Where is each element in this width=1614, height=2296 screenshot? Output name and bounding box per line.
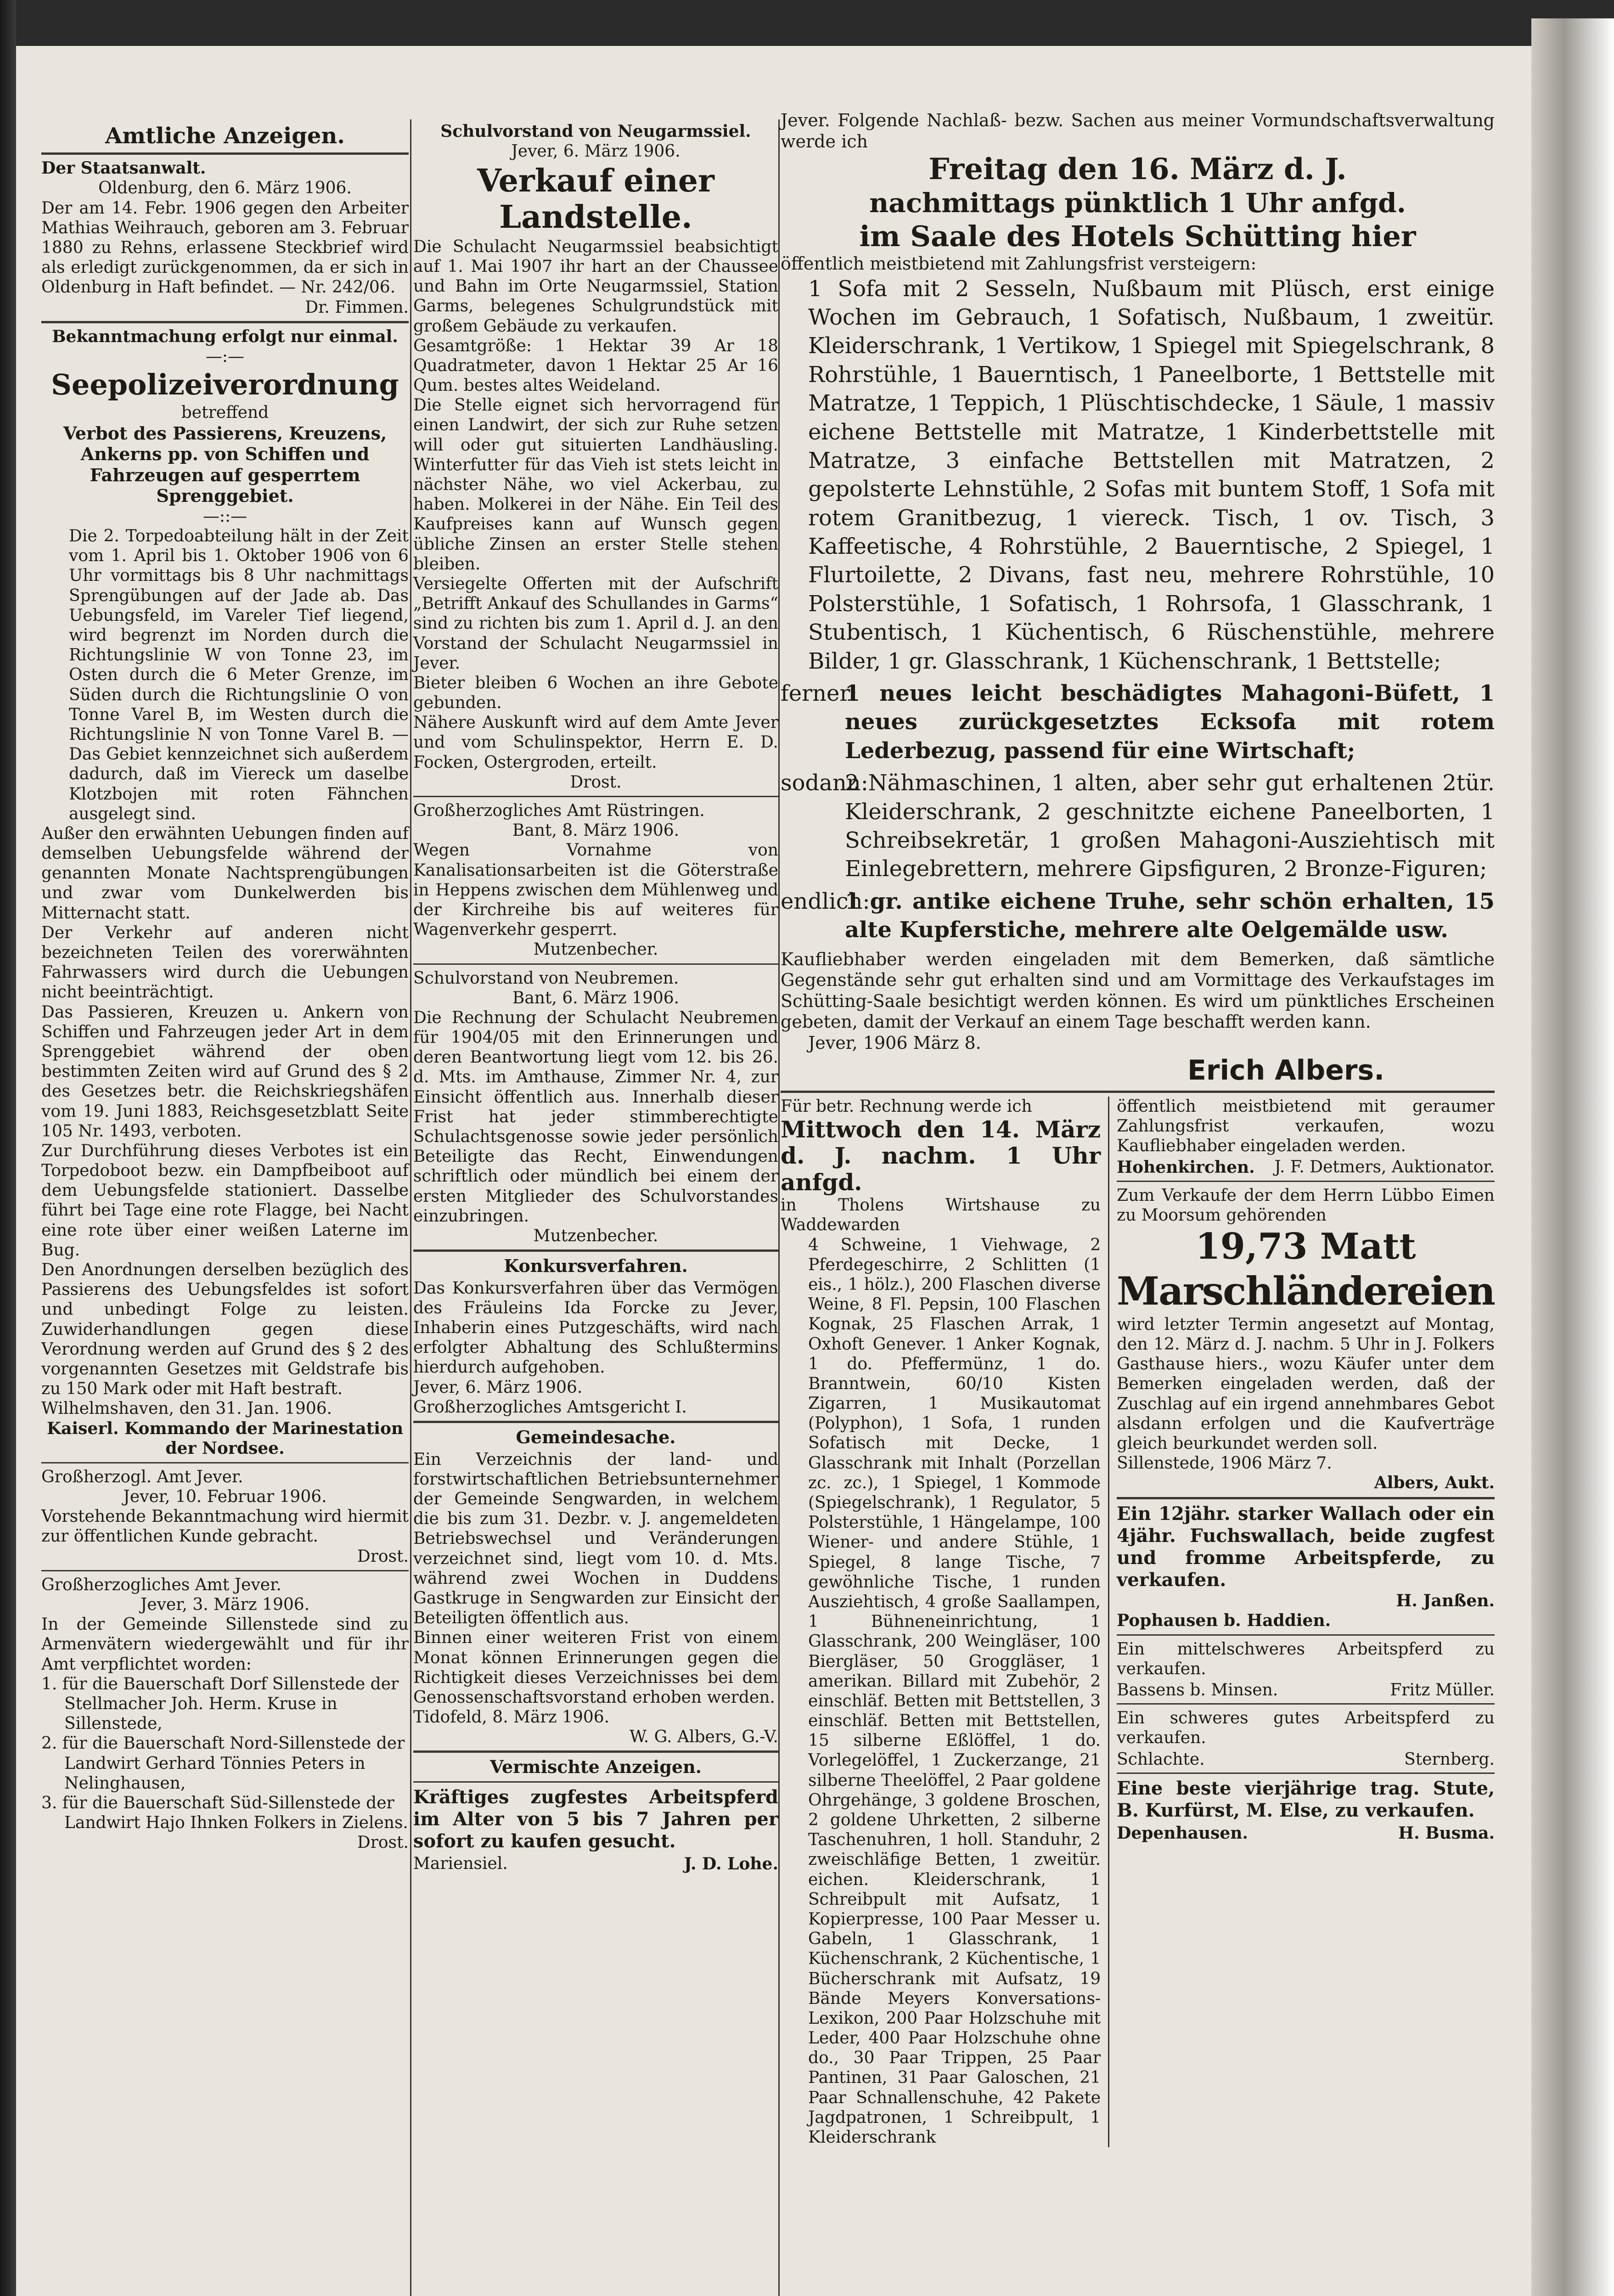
divider — [413, 1750, 778, 1753]
notice-body: Binnen einer weiteren Frist von einem Monat können Erinnerungen gegen die Richtigkeit dieses Verzeichnisses bei dem Genossenschaftsvorstand erhoben werden. — [413, 1628, 778, 1707]
row-items: 2 Nähmaschinen, 1 alten, aber sehr gut erhaltenen 2tür. Kleiderschrank, 2 geschnitzte eichene Paneelborten, 1 Schreibsekretär, 1 großen Mahagoni-Ausziehtisch mit Einlegebrettern, mehrere Gipsfiguren, 2 Bronze-Figuren; — [845, 770, 1495, 882]
notice-body: Eine beste vierjährige trag. Stute, B. Kurfürst, M. Else, zu verkaufen. — [1117, 1777, 1495, 1821]
divider — [1117, 1181, 1495, 1182]
signature: Drost. — [357, 1833, 409, 1852]
notice-title: Konkursverfahren. — [504, 1255, 688, 1277]
place: Depenhausen. — [1117, 1823, 1248, 1843]
dateline: Jever, 6. März 1906. — [511, 142, 680, 161]
signature: Dr. Fimmen. — [305, 298, 409, 317]
divider — [413, 1249, 778, 1252]
notice-vermischte — [413, 1756, 778, 1874]
notice-body: Ein mittelschweres Arbeitspferd zu verkaufen. — [1117, 1639, 1495, 1679]
signature: Drost. — [570, 772, 622, 792]
divider — [413, 1781, 778, 1783]
auction-items: 1 Sofa mit 2 Sesseln, Nußbaum mit Plüsch, erst einige Wochen im Gebrauch, 1 Sofatisch, Nußbaum, 1 zweitür. Kleiderschrank, 1 Vertikow, 1 Spiegel mit Spiegelschrank, 8 Rohrstühle, 1 Bauerntisch, 1 Paneelborte, 1 Bettstelle mit Matratze, 1 Teppich, 1 Plüschtischdecke, 1 Säule, 1 massiv eichene Bettstelle mit Matratze, 1 Kinderbettstelle mit Matratze, 3 einfache Bettstellen mit Matratzen, 2 gepolsterte Lehnstühle, 2 Sofas mit buntem Stoff, 1 Sofa mit rotem Granitbezug, 1 viereck. Tisch, 1 ov. Tisch, 3 Kaffeetische, 4 Rohrstühle, 2 Bauerntische, 2 Spiegel, 1 Flurtoilette, 2 Divans, fast neu, mehrere Rohrstühle, 10 Polsterstühle, 1 Sofatisch, 1 Rohrsofa, 1 Glasschrank, 1 Stubentisch, 1 Küchentisch, 6 Rüschenstühle, mehrere Bilder, 1 gr. Glasschrank, 1 Küchenschrank, 1 Bettstelle; — [808, 276, 1495, 674]
signature: H. Busma. — [1398, 1823, 1495, 1843]
notice-amt-jever-2 — [41, 1575, 409, 1853]
signature: Mutzenbecher. — [533, 940, 658, 959]
auction-note: Kaufliebhaber werden eingeladen mit dem Bemerken, daß sämtliche Gegenstände sehr gut erhalten sind und am Vormittage des Verkaufstages im Schütting-Saale besichtigt werden können. Es wird um pünktliches Erscheinen gebeten, damit der Verkauf an einem Tage beschafft werden kann. — [781, 949, 1495, 1032]
signature: J. D. Lohe. — [684, 1854, 778, 1874]
dateline: Bant, 6. März 1906. — [512, 988, 680, 1007]
land-size: 19,73 Matt — [1195, 1226, 1416, 1268]
dateline: Jever, 10. Februar 1906. — [123, 1487, 327, 1507]
notice-title: Großherzogliches Amt Jever. — [41, 1575, 281, 1594]
signature: Albers, Aukt. — [1374, 1473, 1495, 1493]
paragraph: Zur Durchführung dieses Verbotes ist ein Torpedoboot bezw. ein Dampfbeiboot auf dem Uebungsfelde stationiert. Dasselbe führt bei Tage eine rote Flagge, bei Nacht eine rote über einer weißen Laterne im Bug. — [41, 1141, 409, 1260]
signature-row — [1117, 1750, 1495, 1769]
paragraph: Versiegelte Offerten mit der Aufschrift „Betrifft Ankauf des Schullandes in Garms“ sind zu richten bis zum 1. April d. J. an den Vorstand der Schulacht Neugarmssiel in Jever. — [413, 574, 778, 673]
separator: —:— — [205, 347, 245, 366]
row-label: sodann: — [781, 770, 868, 796]
divider — [1117, 1703, 1495, 1705]
notice-body: Der am 14. Febr. 1906 gegen den Arbeiter Mathias Weihrauch, geboren am 3. Februar 1880 zu Rehns, erlassene Steckbrief wird als erledigt zurückgenommen, da er sich in Oldenburg in Haft befindet. — Nr. 242/06. — [41, 198, 409, 297]
dateline: Oldenburg, den 6. März 1906. — [98, 179, 352, 198]
signature: Erich Albers. — [1187, 1054, 1384, 1086]
auction-headline: nachmittags pünktlich 1 Uhr anfgd. — [869, 187, 1406, 219]
signature: Drost. — [357, 1547, 409, 1566]
dateline: Tidofeld, 8. März 1906. — [413, 1708, 610, 1727]
signature-row — [413, 1854, 778, 1874]
notice-title: Schulvorstand von Neugarmssiel. — [440, 122, 751, 141]
auction-headline: im Saale des Hotels Schütting hier — [859, 219, 1416, 253]
notice-title: Schulvorstand von Neubremen. — [413, 968, 679, 988]
paragraph: Außer den erwähnten Uebungen finden auf demselben Uebungsfelde während der genannten Monate Nachtsprengübungen und zwar vom Dunkelwerden bis Mitternacht statt. — [41, 824, 409, 923]
divider — [41, 1462, 409, 1463]
divider — [1117, 1773, 1495, 1774]
place: Pophausen b. Haddien. — [1117, 1610, 1331, 1630]
notice-body: wird letzter Termin angesetzt auf Montag, den 12. März d. J. nachm. 5 Uhr in J. Folkers Gasthause hiers., wozu Käufer unter dem Bemerken eingeladen werden, daß der Zuschlag auf ein irgend annehmbares Gebot alsdann erfolgen und die Kaufverträge gleich beurkundet werden soll. — [1117, 1315, 1495, 1453]
notice-body: In der Gemeinde Sillenstede sind zu Armenvätern wiedergewählt und für ihr Amt verpflichtet worden: — [41, 1615, 409, 1674]
divider — [413, 1421, 778, 1423]
list-item: 3. für die Bauerschaft Süd-Sillenstede der Landwirt Hajo Ihnken Folkers in Zielens. — [41, 1793, 408, 1833]
sodann-row — [781, 769, 1495, 884]
notice-once-label: Bekanntmachung erfolgt nur einmal. — [52, 326, 398, 346]
auction-headline: Mittwoch den 14. März d. J. nachm. 1 Uhr anfgd. — [781, 1115, 1101, 1196]
notice-body: Ein Verzeichnis der land- und forstwirtschaftlichen Betriebsunternehmer der Gemeinde Sengwarden, in welchem die bis zum 31. Dezbr. v. J. angemeldeten Betriebswechsel und Veränderungen verzeichnet sind, liegt vom 10. d. Mts. während zwei Wochen in Duddens Gastkruge in Sengwarden zur Einsicht der Beteiligten öffentlich aus. — [413, 1450, 778, 1628]
list-item: 2. für die Bauerschaft Nord-Sillenstede der Landwirt Gerhard Tönnies Peters in Nelinghausen, — [41, 1734, 405, 1793]
divider — [1117, 1497, 1495, 1499]
verkauf-body — [413, 237, 778, 772]
row-label: endlich: — [781, 888, 870, 914]
verordnung-body — [41, 526, 409, 1399]
auction-terms: öffentlich meistbietend mit geraumer Zahlungsfrist verkaufen, wozu Kaufliebhaber eingeladen werden. — [1117, 1097, 1495, 1155]
split-section — [781, 1097, 1495, 2148]
divider — [781, 1091, 1495, 1093]
ferner-row — [781, 679, 1495, 765]
divider — [1117, 1634, 1495, 1636]
armenvaeter-list — [41, 1674, 409, 1833]
divider — [41, 1570, 409, 1571]
notice-title: Großherzogl. Amt Jever. — [41, 1467, 243, 1486]
right-notices — [1109, 1097, 1495, 2148]
place: Schlachte. — [1117, 1750, 1205, 1769]
land-title: Marschländereien — [1117, 1268, 1495, 1314]
paragraph: Bieter bleiben 6 Wochen an ihre Gebote gebunden. — [413, 673, 778, 713]
notice-body: Kräftiges zugfestes Arbeitspferd im Alter von 5 bis 7 Jahren per sofort zu kaufen gesucht. — [413, 1786, 778, 1852]
column-2 — [413, 46, 778, 2296]
section-header: Amtliche Anzeigen. — [105, 123, 345, 149]
signature: Mutzenbecher. — [533, 1226, 658, 1245]
notice-body: Vorstehende Bekanntmachung wird hiermit zur öffentlichen Kunde gebracht. — [41, 1507, 409, 1546]
auction-waddewarden — [781, 1097, 1109, 2148]
notice-ruestringen — [413, 801, 778, 960]
notice-body: Das Konkursverfahren über das Vermögen des Fräuleins Ida Forcke zu Jever, Inhaberin eines Putzgeschäfts, wird nach erfolgter Abhaltung des Schlußtermins hierdurch aufgehoben. — [413, 1278, 778, 1377]
book-binding — [0, 0, 16, 2296]
notice-body: Ein 12jähr. starker Wallach oder ein 4jähr. Fuchswallach, beide zugfest und fromme Arbeitspferde, zu verkaufen. — [1117, 1503, 1495, 1591]
notice-amt-jever-1 — [41, 1467, 409, 1566]
endlich-row — [781, 887, 1495, 945]
notice-title: Großherzogliches Amt Rüstringen. — [413, 801, 705, 820]
notice-intro: Zum Verkaufe der dem Herrn Lübbo Eimen zu Moorsum gehörenden — [1117, 1186, 1495, 1225]
notice-konkurs — [413, 1255, 778, 1417]
notice-body: Die Rechnung der Schulacht Neubremen für 1904/05 mit den Erinnerungen und deren Beantwortung liegt vom 12. bis 26. d. Mts. im Amthause, Zimmer Nr. 4, zur Einsicht öffentlich aus. Innerhalb dieser Frist hat jeder stimmberechtigte Schulachtsgenosse sowie jeder persönlich Beteiligte das Recht, Einwendungen schriftlich oder mündlich bei einem der ersten Mitglieder des Schulvorstandes einzubringen. — [413, 1008, 778, 1226]
column-rule — [410, 119, 411, 2296]
signature-row — [1117, 1158, 1495, 1177]
paragraph: Der Verkehr auf anderen nicht bezeichneten Teilen des vorerwähnten Fahrwassers wird durch die Uebungen nicht beeinträchtigt. — [41, 923, 409, 1002]
signature-row — [1117, 1681, 1495, 1699]
notice-neubremen — [413, 968, 778, 1246]
notice-body: Ein schweres gutes Arbeitspferd zu verkaufen. — [1117, 1709, 1495, 1748]
verordnung-title: Seepolizeiverordnung — [51, 368, 399, 402]
paragraph: Gesamtgröße: 1 Hektar 39 Ar 18 Quadratmeter, davon 1 Hektar 25 Ar 16 Qum. bestes altes Weideland. — [413, 336, 778, 395]
signature: Kaiserl. Kommando der Marinestation der Nordsee. — [46, 1418, 404, 1458]
dateline: Jever, 1906 März 8. — [808, 1032, 981, 1053]
signature: Sternberg. — [1404, 1750, 1495, 1769]
notice-body: Wegen Vornahme von Kanalisationsarbeiten ist die Göterstraße in Heppens zwischen dem Mühlenweg und der Kirchreihe bis auf weiteres für Wagenverkehr gesperrt. — [413, 841, 778, 940]
place: Mariensiel. — [413, 1854, 508, 1874]
separator: —::— — [202, 506, 247, 526]
divider — [41, 321, 409, 323]
place: Hohenkirchen. — [1117, 1158, 1255, 1177]
divider — [413, 796, 778, 797]
paragraph: Die Schulacht Neugarmssiel beabsichtigt auf 1. Mai 1907 ihr hart an der Chaussee und Bahn im Orte Neugarmssiel, Station Garms, belegenes Schulgrundstück mit großem Gebäude zu verkaufen. — [413, 237, 778, 336]
auction-terms: öffentlich meistbietend mit Zahlungsfrist versteigern: — [781, 253, 1257, 274]
dateline: Bant, 8. März 1906. — [512, 821, 680, 840]
paragraph: Den Anordnungen derselben bezüglich des Passierens des Uebungsfeldes ist sofort und unbedingt Folge zu leisten. Zuwiderhandlungen gegen diese Verordnung werden auf Grund des § 2 des vorgenannten Gesetzes mit Geldstrafe bis zu 150 Mark oder mit Haft bestraft. — [41, 1261, 409, 1399]
list-item: 1. für die Bauerschaft Dorf Sillenstede der Stellmacher Joh. Herm. Kruse in Sillenstede, — [41, 1674, 399, 1733]
signature: H. Janßen. — [1396, 1591, 1495, 1610]
notice-gemeinde — [413, 1427, 778, 1747]
page-edge — [1531, 18, 1614, 2296]
verkauf-title: Verkauf einer Landstelle. — [477, 163, 714, 236]
signature: J. F. Detmers, Auktionator. — [1274, 1158, 1495, 1177]
newspaper-page — [16, 46, 1531, 2296]
place: Bassens b. Minsen. — [1117, 1681, 1278, 1700]
signature-row — [1117, 1823, 1495, 1843]
verordnung-subject: Verbot des Passierens, Kreuzens, Ankerns pp. von Schiffen und Fahrzeugen auf gesperrtem Sprenggebiet. — [63, 422, 387, 506]
row-label: ferner: — [781, 681, 858, 707]
signature: Großherzogliches Amtsgericht I. — [413, 1397, 687, 1417]
row-items: 1 neues leicht beschädigtes Mahagoni-Büfett, 1 neues zurückgesetztes Ecksofa mit rotem Lederbezug, passend für eine Wirtschaft; — [845, 681, 1495, 764]
auction-intro: Jever. Folgende Nachlaß- bezw. Sachen aus meiner Vormundschaftsverwaltung werde ich — [781, 110, 1495, 152]
dateline: Sillenstede, 1906 März 7. — [1117, 1454, 1332, 1473]
paragraph: Die 2. Torpedoabteilung hält in der Zeit vom 1. April bis 1. Oktober 1906 von 6 Uhr vormittags bis 8 Uhr nachmittags Sprengübungen auf der Jade ab. Das Uebungsfeld, im Vareler Tief liegend, wird begrenzt im Norden durch die Richtungslinie W von Tonne 23, im Osten durch die 6 Meter Grenze, im Süden durch die Richtungslinie O von Tonne Varel B, im Westen durch die Richtungslinie N von Tonne Varel B. — Das Gebiet kennzeichnet sich außerdem dadurch, daß im Viereck um daselbe Klotzbojen mit roten Fähnchen ausgelegt sind. — [69, 527, 409, 823]
dateline: Jever, 6. März 1906. — [413, 1378, 583, 1397]
auction-items: 4 Schweine, 1 Viehwage, 2 Pferdegeschirre, 2 Schlitten (1 eis., 1 hölz.), 200 Flaschen diverse Weine, 8 Fl. Pepsin, 100 Flaschen Kognak, 25 Flaschen Arrak, 1 Oxhoft Genever. 1 Anker Kognak, 1 do. Pfeffermünz, 1 do. Branntwein, 60/10 Kisten Zigarren, 1 Musikautomat (Polyphon), 1 Sofa, 1 runden Sofatisch mit Decke, 1 Glasschrank mit Inhalt (Porzellan zc. zc.), 1 Spiegel, 1 Kommode (Spiegelschrank), 1 Regulator, 5 Polsterstühle, 1 Hängelampe, 100 Wiener- und andere Stühle, 1 Spiegel, 8 lange Tische, 7 gewöhnliche Tische, 1 runden Ausziehtisch, 4 große Saallampen, 1 Bühneneinrichtung, 1 Glasschrank, 200 Weingläser, 100 Biergläser, 50 Groggläser, 1 amerikan. Billard mit Zubehör, 2 einschläf. Betten mit Bettstellen, 3 einschläf. Betten mit Bettstellen, 15 silberne Eßlöffel, 1 do. Vorlegelöffel, 1 Zuckerzange, 21 silberne Theelöffel, 2 Paar goldene Ohrgehänge, 3 goldene Broschen, 2 goldene Uhrketten, 2 silberne Taschenuhren, 1 holl. Standuhr, 2 zweischläfige Betten, 1 zweitür. eichen. Kleiderschrank, 1 Schreibpult mit Aufsatz, 1 Kopierpresse, 100 Paar Messer u. Gabeln, 1 Glasschrank, 1 Küchenschrank, 2 Küchentische, 1 Bücherschrank mit Aufsatz, 19 Bände Meyers Konversations-Lexikon, 200 Paar Holzschuhe mit Leder, 400 Paar Holzschuhe ohne do., 30 Paar Trippen, 25 Paar Pantinen, 31 Paar Galoschen, 21 Paar Schnallenschuhe, 42 Pakete Jagdpatronen, 1 Schreibpult, 1 Kleiderschrank — [808, 1235, 1101, 2147]
dateline: Wilhelmshaven, den 31. Jan. 1906. — [41, 1399, 332, 1418]
auction-headline: Freitag den 16. März d. J. — [928, 152, 1347, 187]
row-items: 1 gr. antike eichene Truhe, sehr schön erhalten, 15 alte Kupferstiche, mehrere alte Oelgemälde usw. — [845, 888, 1495, 943]
column-1 — [41, 46, 409, 2296]
dateline: Jever, 3. März 1906. — [140, 1595, 310, 1615]
divider — [41, 152, 409, 155]
paragraph: Das Passieren, Kreuzen u. Ankern von Schiffen und Fahrzeugen jeder Art in dem Sprenggebiet während der oben bestimmten Zeiten wird auf Grund des § 2 des Gesetzes betr. die Reichskriegshäfen vom 19. Juni 1883, Reichsgesetzblatt Seite 105 Nr. 1493, verboten. — [41, 1002, 409, 1141]
notice-staatsanwalt — [41, 158, 409, 317]
signature: W. G. Albers, G.-V. — [630, 1728, 778, 1747]
auction-intro: Für betr. Rechnung werde ich — [781, 1097, 1032, 1116]
column-3 — [781, 46, 1495, 2296]
divider — [413, 963, 778, 965]
notice-title: Der Staatsanwalt. — [41, 158, 206, 178]
paragraph: Die Stelle eignet sich hervorragend für einen Landwirt, der sich zur Ruhe setzen will oder gut situierten Landhäusling. Winterfutter für das Vieh ist stets leicht in nächster Nähe, wo viel Ackerbau, zu haben. Molkerei in der Nähe. Ein Teil des Kaufpreises kann auf Wunsch gegen übliche Zinsen an erster Stelle stehen bleiben. — [413, 396, 778, 574]
paragraph: Nähere Auskunft wird auf dem Amte Jever und vom Schulinspektor, Herrn E. D. Focken, Ostergroden, erteilt. — [413, 713, 778, 772]
notice-title: Vermischte Anzeigen. — [490, 1756, 702, 1778]
verordnung-betreffend: betreffend — [181, 403, 269, 422]
notice-title: Gemeindesache. — [516, 1427, 676, 1448]
signature: Fritz Müller. — [1390, 1681, 1495, 1700]
column-rule — [778, 119, 780, 2296]
auction-place: in Tholens Wirtshause zu Waddewarden — [781, 1196, 1101, 1235]
